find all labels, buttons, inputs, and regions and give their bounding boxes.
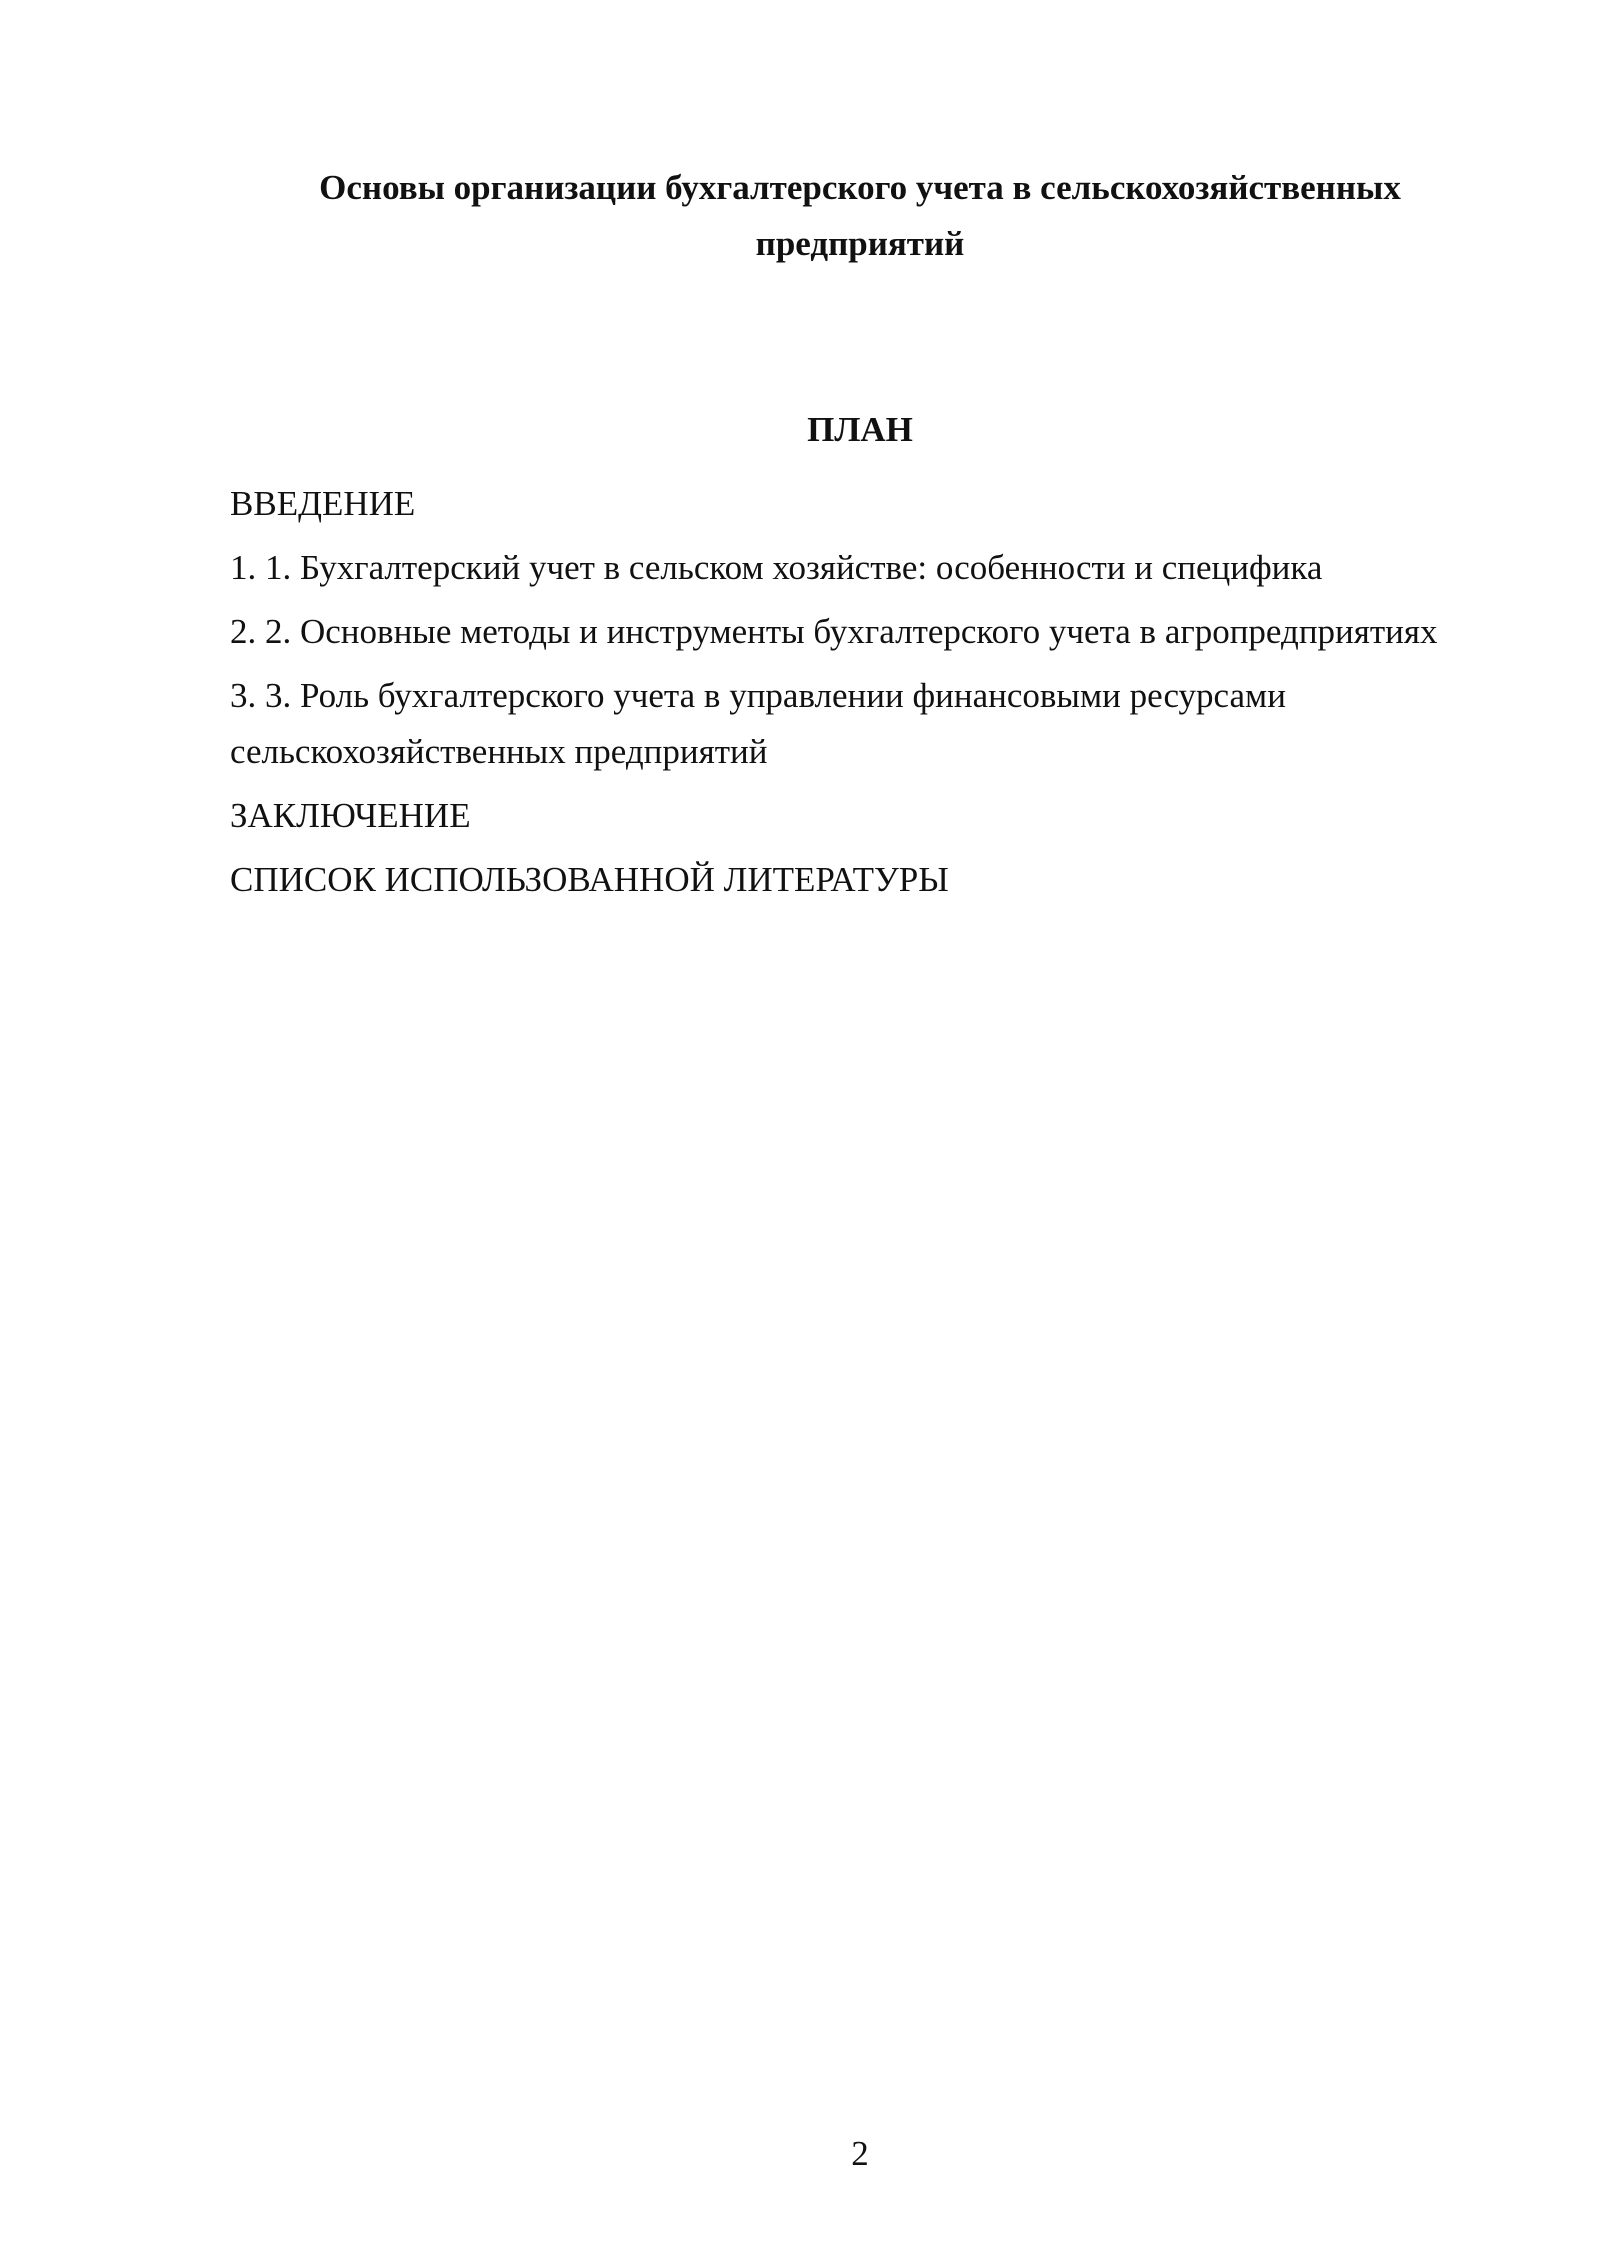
plan-heading: ПЛАН bbox=[807, 410, 913, 449]
document-title: Основы организации бухгалтерского учета в сельскохозяйственных предприятий bbox=[319, 168, 1401, 263]
toc-item-chapter-2: 2. 2. Основные методы и инструменты бухгалтерского учета в агропредприятиях bbox=[230, 612, 1438, 651]
toc-item-chapter-3: 3. 3. Роль бухгалтерского учета в управлении финансовыми ресурсами сельскохозяйственных предприятий bbox=[230, 676, 1286, 771]
toc-item-conclusion: ЗАКЛЮЧЕНИЕ bbox=[230, 796, 471, 835]
toc-item-introduction: ВВЕДЕНИЕ bbox=[230, 484, 416, 523]
toc-item-chapter-1: 1. 1. Бухгалтерский учет в сельском хозяйстве: особенности и специфика bbox=[230, 548, 1323, 587]
table-of-contents bbox=[230, 476, 1480, 916]
page-number: 2 bbox=[851, 2134, 869, 2173]
toc-item-bibliography: СПИСОК ИСПОЛЬЗОВАННОЙ ЛИТЕРАТУРЫ bbox=[230, 860, 949, 899]
